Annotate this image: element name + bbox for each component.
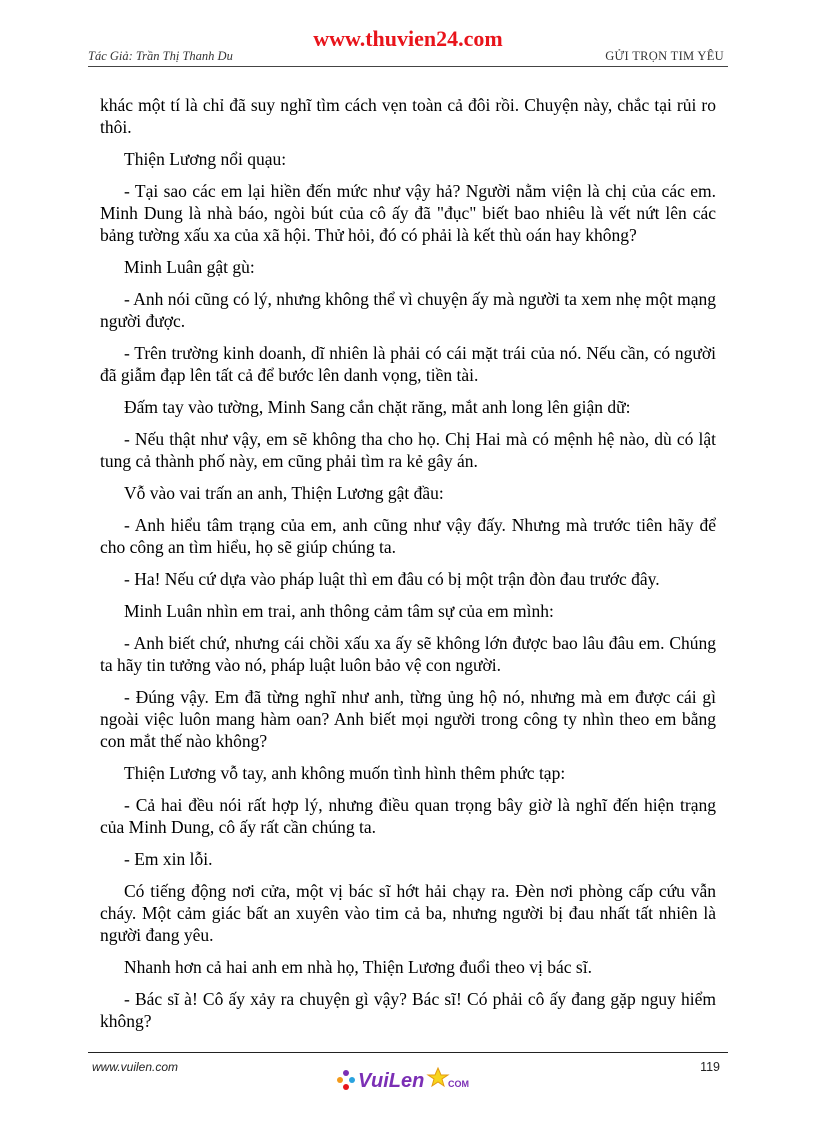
- footer-site[interactable]: www.vuilen.com: [92, 1060, 179, 1074]
- paragraph: - Trên trường kinh doanh, dĩ nhiên là phải có cái mặt trái của nó. Nếu cần, có người đã giẫm đạp lên tất cả để bước lên danh vọng, tiền tài.: [100, 343, 716, 385]
- header-book-title: GỬI TRỌN TIM YÊU: [605, 49, 724, 63]
- header-author: Tác Giả: Trần Thị Thanh Du: [88, 49, 233, 63]
- logo-text: VuiLen: [358, 1070, 425, 1092]
- paragraph: Đấm tay vào tường, Minh Sang cắn chặt răng, mắt anh long lên giận dữ:: [124, 397, 631, 417]
- paragraph: Nhanh hơn cả hai anh em nhà họ, Thiện Lương đuổi theo vị bác sĩ.: [124, 957, 592, 977]
- page-number: 119: [700, 1060, 720, 1074]
- vuilen-logo[interactable]: [330, 1060, 480, 1100]
- paragraph: Thiện Lương vỗ tay, anh không muốn tình hình thêm phức tạp:: [124, 763, 566, 783]
- paragraph: - Bác sĩ à! Cô ấy xảy ra chuyện gì vậy? Bác sĩ! Có phải cô ấy đang gặp nguy hiểm không?: [100, 989, 716, 1031]
- paragraph: - Anh hiểu tâm trạng của em, anh cũng như vậy đấy. Nhưng mà trước tiên hãy để cho công an tìm hiểu, họ sẽ giúp chúng ta.: [100, 515, 716, 557]
- paragraph: Minh Luân gật gù:: [124, 257, 255, 277]
- paragraph: - Đúng vậy. Em đã từng nghĩ như anh, từng ủng hộ nó, nhưng mà em được cái gì ngoài việc luôn mang hàm oan? Anh biết mọi người trong công ty nhìn theo em bằng con mắt thế nào không?: [100, 687, 716, 751]
- footer-rule: [88, 1052, 728, 1053]
- site-url[interactable]: www.thuvien24.com: [313, 26, 503, 51]
- paragraph: Thiện Lương nổi quạu:: [124, 149, 287, 169]
- page-body: [100, 94, 716, 1042]
- paragraph: - Tại sao các em lại hiền đến mức như vậy hả? Người nằm viện là chị của các em. Minh Dung là nhà báo, ngòi bút của cô ấy đã "đục" biết bao nhiêu là vết nứt lên các bảng tường xấu xa của xã hội. Thử hỏi, đó có phải là kết thù oán hay không?: [100, 181, 716, 245]
- paragraph: Minh Luân nhìn em trai, anh thông cảm tâm sự của em mình:: [124, 601, 554, 621]
- paragraph: Có tiếng động nơi cửa, một vị bác sĩ hớt hải chạy ra. Đèn nơi phòng cấp cứu vẫn cháy. Một cảm giác bất an xuyên vào tim cả ba, nhưng người bị đau nhất tất nhiên là người đang yêu.: [100, 881, 716, 945]
- paragraph: - Anh biết chứ, nhưng cái chồi xấu xa ấy sẽ không lớn được bao lâu đâu em. Chúng ta hãy tin tưởng vào nó, pháp luật luôn bảo vệ con người.: [100, 633, 716, 675]
- paragraph: - Cả hai đều nói rất hợp lý, nhưng điều quan trọng bây giờ là nghĩ đến hiện trạng của Minh Dung, cô ấy rất cần chúng ta.: [100, 795, 716, 837]
- header-rule: [88, 66, 728, 67]
- star-icon: [428, 1068, 448, 1086]
- paragraph: khác một tí là chỉ đã suy nghĩ tìm cách vẹn toàn cả đôi rồi. Chuyện này, chắc tại rủi ro thôi.: [100, 95, 716, 137]
- paragraph: - Em xin lỗi.: [124, 849, 213, 869]
- paragraph: - Nếu thật như vậy, em sẽ không tha cho họ. Chị Hai mà có mệnh hệ nào, dù có lật tung cả thành phố này, em cũng phải tìm ra kẻ gây án.: [100, 429, 716, 471]
- paragraph: - Ha! Nếu cứ dựa vào pháp luật thì em đâu có bị một trận đòn đau trước đây.: [124, 569, 660, 589]
- logo-suffix: COM: [448, 1079, 469, 1089]
- paragraph: - Anh nói cũng có lý, nhưng không thể vì chuyện ấy mà người ta xem nhẹ một mạng người được.: [100, 289, 716, 331]
- paragraph: Vỗ vào vai trấn an anh, Thiện Lương gật đầu:: [124, 483, 444, 503]
